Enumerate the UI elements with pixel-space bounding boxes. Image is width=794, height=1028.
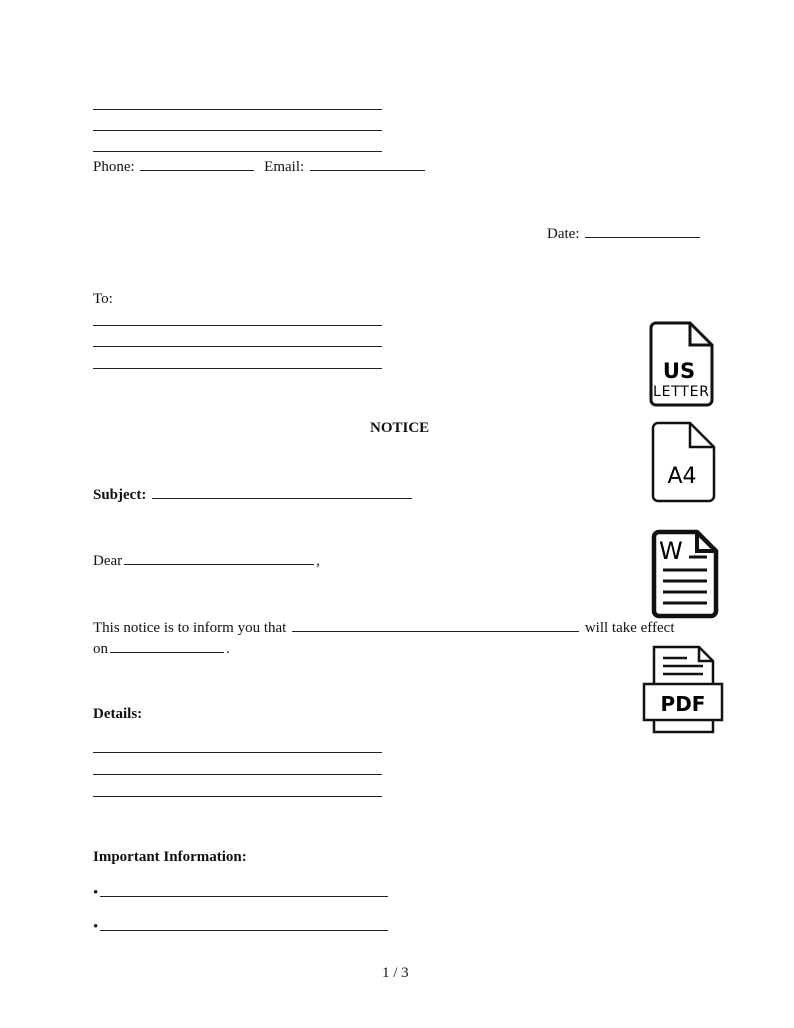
a4-text: A4 <box>667 464 697 489</box>
salutation-row <box>93 551 320 570</box>
effective-date-blank[interactable] <box>110 639 224 653</box>
bullet-item-1 <box>93 883 390 902</box>
body-on: on <box>93 641 108 657</box>
bullet-blank-1[interactable] <box>100 883 388 897</box>
contact-row <box>93 157 427 176</box>
body-line-2 <box>93 639 230 658</box>
notice-title: NOTICE <box>370 420 430 436</box>
a4-icon[interactable] <box>650 420 718 504</box>
bullet-glyph: • <box>93 885 99 901</box>
phone-blank[interactable] <box>140 157 254 171</box>
recipient-line-2[interactable] <box>93 346 382 347</box>
details-line-2[interactable] <box>93 774 382 775</box>
dear-label: Dear <box>93 553 123 569</box>
period: . <box>226 641 230 657</box>
body-line-1 <box>93 618 675 637</box>
email-blank[interactable] <box>310 157 425 171</box>
word-w-text: W <box>659 537 683 565</box>
change-blank[interactable] <box>292 618 579 632</box>
subject-label: Subject: <box>93 487 147 503</box>
bullet-blank-2[interactable] <box>100 917 388 931</box>
pdf-icon[interactable] <box>641 644 725 736</box>
us-letter-text: US <box>662 359 696 383</box>
sender-address-line-1[interactable] <box>93 109 382 110</box>
body-suffix: will take effect <box>584 620 675 636</box>
date-blank[interactable] <box>585 224 700 238</box>
bullet-item-2 <box>93 917 390 936</box>
letter-text: LETTER <box>653 384 709 400</box>
important-label: Important Information: <box>93 849 247 865</box>
date-row <box>547 224 702 243</box>
bullet-glyph: • <box>93 919 99 935</box>
phone-label: Phone: <box>93 159 135 175</box>
to-label: To: <box>93 291 113 307</box>
sender-address-line-3[interactable] <box>93 151 382 152</box>
page-number: 1 / 3 <box>382 965 409 981</box>
details-line-3[interactable] <box>93 796 382 797</box>
subject-row <box>93 485 414 504</box>
recipient-name-blank[interactable] <box>124 551 314 565</box>
word-document-icon[interactable] <box>651 529 721 621</box>
us-letter-icon[interactable] <box>648 320 716 408</box>
comma: , <box>316 553 320 569</box>
recipient-line-1[interactable] <box>93 325 382 326</box>
pdf-text: PDF <box>660 692 706 716</box>
details-line-1[interactable] <box>93 752 382 753</box>
email-label: Email: <box>264 159 305 175</box>
subject-blank[interactable] <box>152 485 412 499</box>
details-label: Details: <box>93 706 143 722</box>
body-prefix: This notice is to inform you that <box>93 620 287 636</box>
sender-address-line-2[interactable] <box>93 130 382 131</box>
date-label: Date: <box>547 226 580 242</box>
recipient-line-3[interactable] <box>93 368 382 369</box>
